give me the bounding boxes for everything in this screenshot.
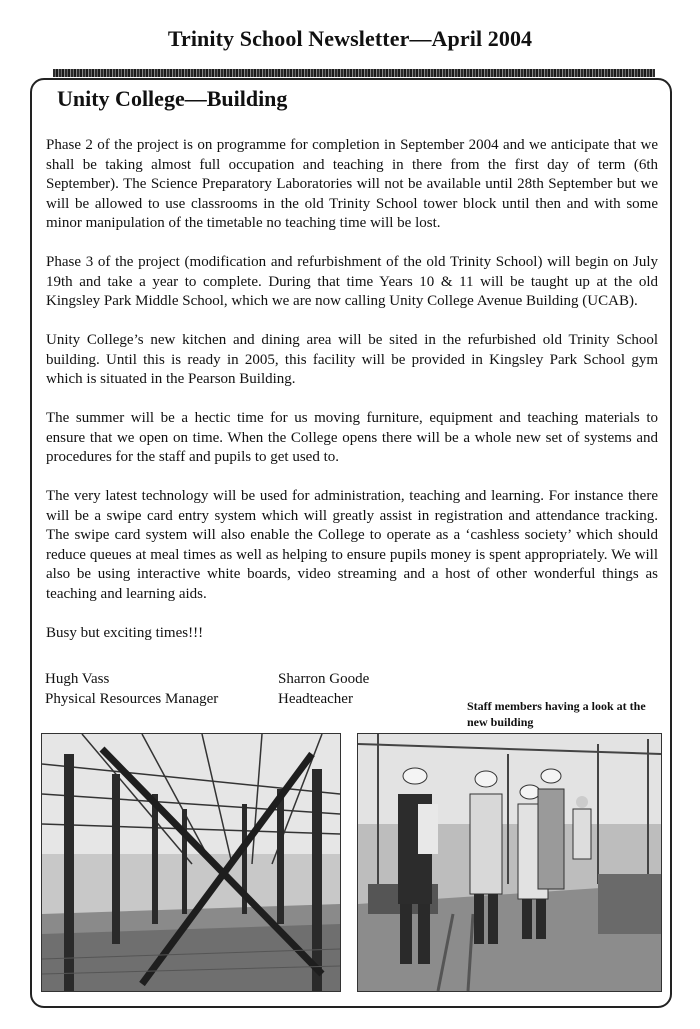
photo-staff-on-site (357, 733, 662, 992)
photo-steel-frame (41, 733, 341, 992)
paragraph-technology: The very latest technology will be used for administration, teaching and learning. For instance there will be a swipe card entry system which will greatly assist in registration and attendance tracking. The swipe card system will also enable the College to operate as a ‘cashless society’ which should reduce queues at meal times as well as helping to ensure pupils money is spent appropriately. We will also be using interactive white boards, video streaming and a host of other wonderful things as teaching and learning aids. (46, 488, 658, 602)
signature-block-vass (45, 670, 218, 709)
newsletter-masthead: Trinity School Newsletter—April 2004 (167, 26, 533, 51)
paragraph-phase-2: Phase 2 of the project is on programme for completion in September 2004 and we anticipate that we shall be taking almost full occupation and teaching in there from the first day of term (6th September). The Science Preparatory Laboratories will not be available until 28th September but we will be allowed to use classrooms in the old Trinity School tower block until then and with some minor manipulation of the timetable no teaching time will be lost. (46, 137, 658, 231)
photo-caption: Staff members having a look at the new building (467, 699, 646, 729)
paragraph-summer: The summer will be a hectic time for us moving furniture, equipment and teaching materials to ensure that we open on time. When the College opens there will be a whole new set of systems and procedures for the staff and pupils to get used to. (46, 410, 658, 465)
signature-role: Physical Resources Manager (45, 690, 219, 707)
signature-name: Hugh Vass (45, 671, 110, 687)
paragraph-phase-3: Phase 3 of the project (modification and refurbishment of the old Trinity School) will begin on July 19th and take a year to complete. During that time Years 10 & 11 will be taught up at the old Kingsley Park Middle School, which we are now calling Unity College Avenue Building (UCAB). (46, 254, 658, 309)
signature-role: Headteacher (278, 690, 353, 707)
signature-block-goode (278, 670, 369, 709)
paragraph-closing: Busy but exciting times!!! (46, 624, 204, 641)
article-body (46, 136, 658, 663)
signature-name: Sharron Goode (278, 671, 370, 687)
article-headline: Unity College—Building (57, 86, 288, 111)
paragraph-kitchen: Unity College’s new kitchen and dining area will be sited in the refurbished old Trinity School building. Until this is ready in 2005, this facility will be provided in Kingsley Park School gym which is situated in the Pearson Building. (46, 332, 658, 387)
masthead-rule (53, 69, 655, 77)
